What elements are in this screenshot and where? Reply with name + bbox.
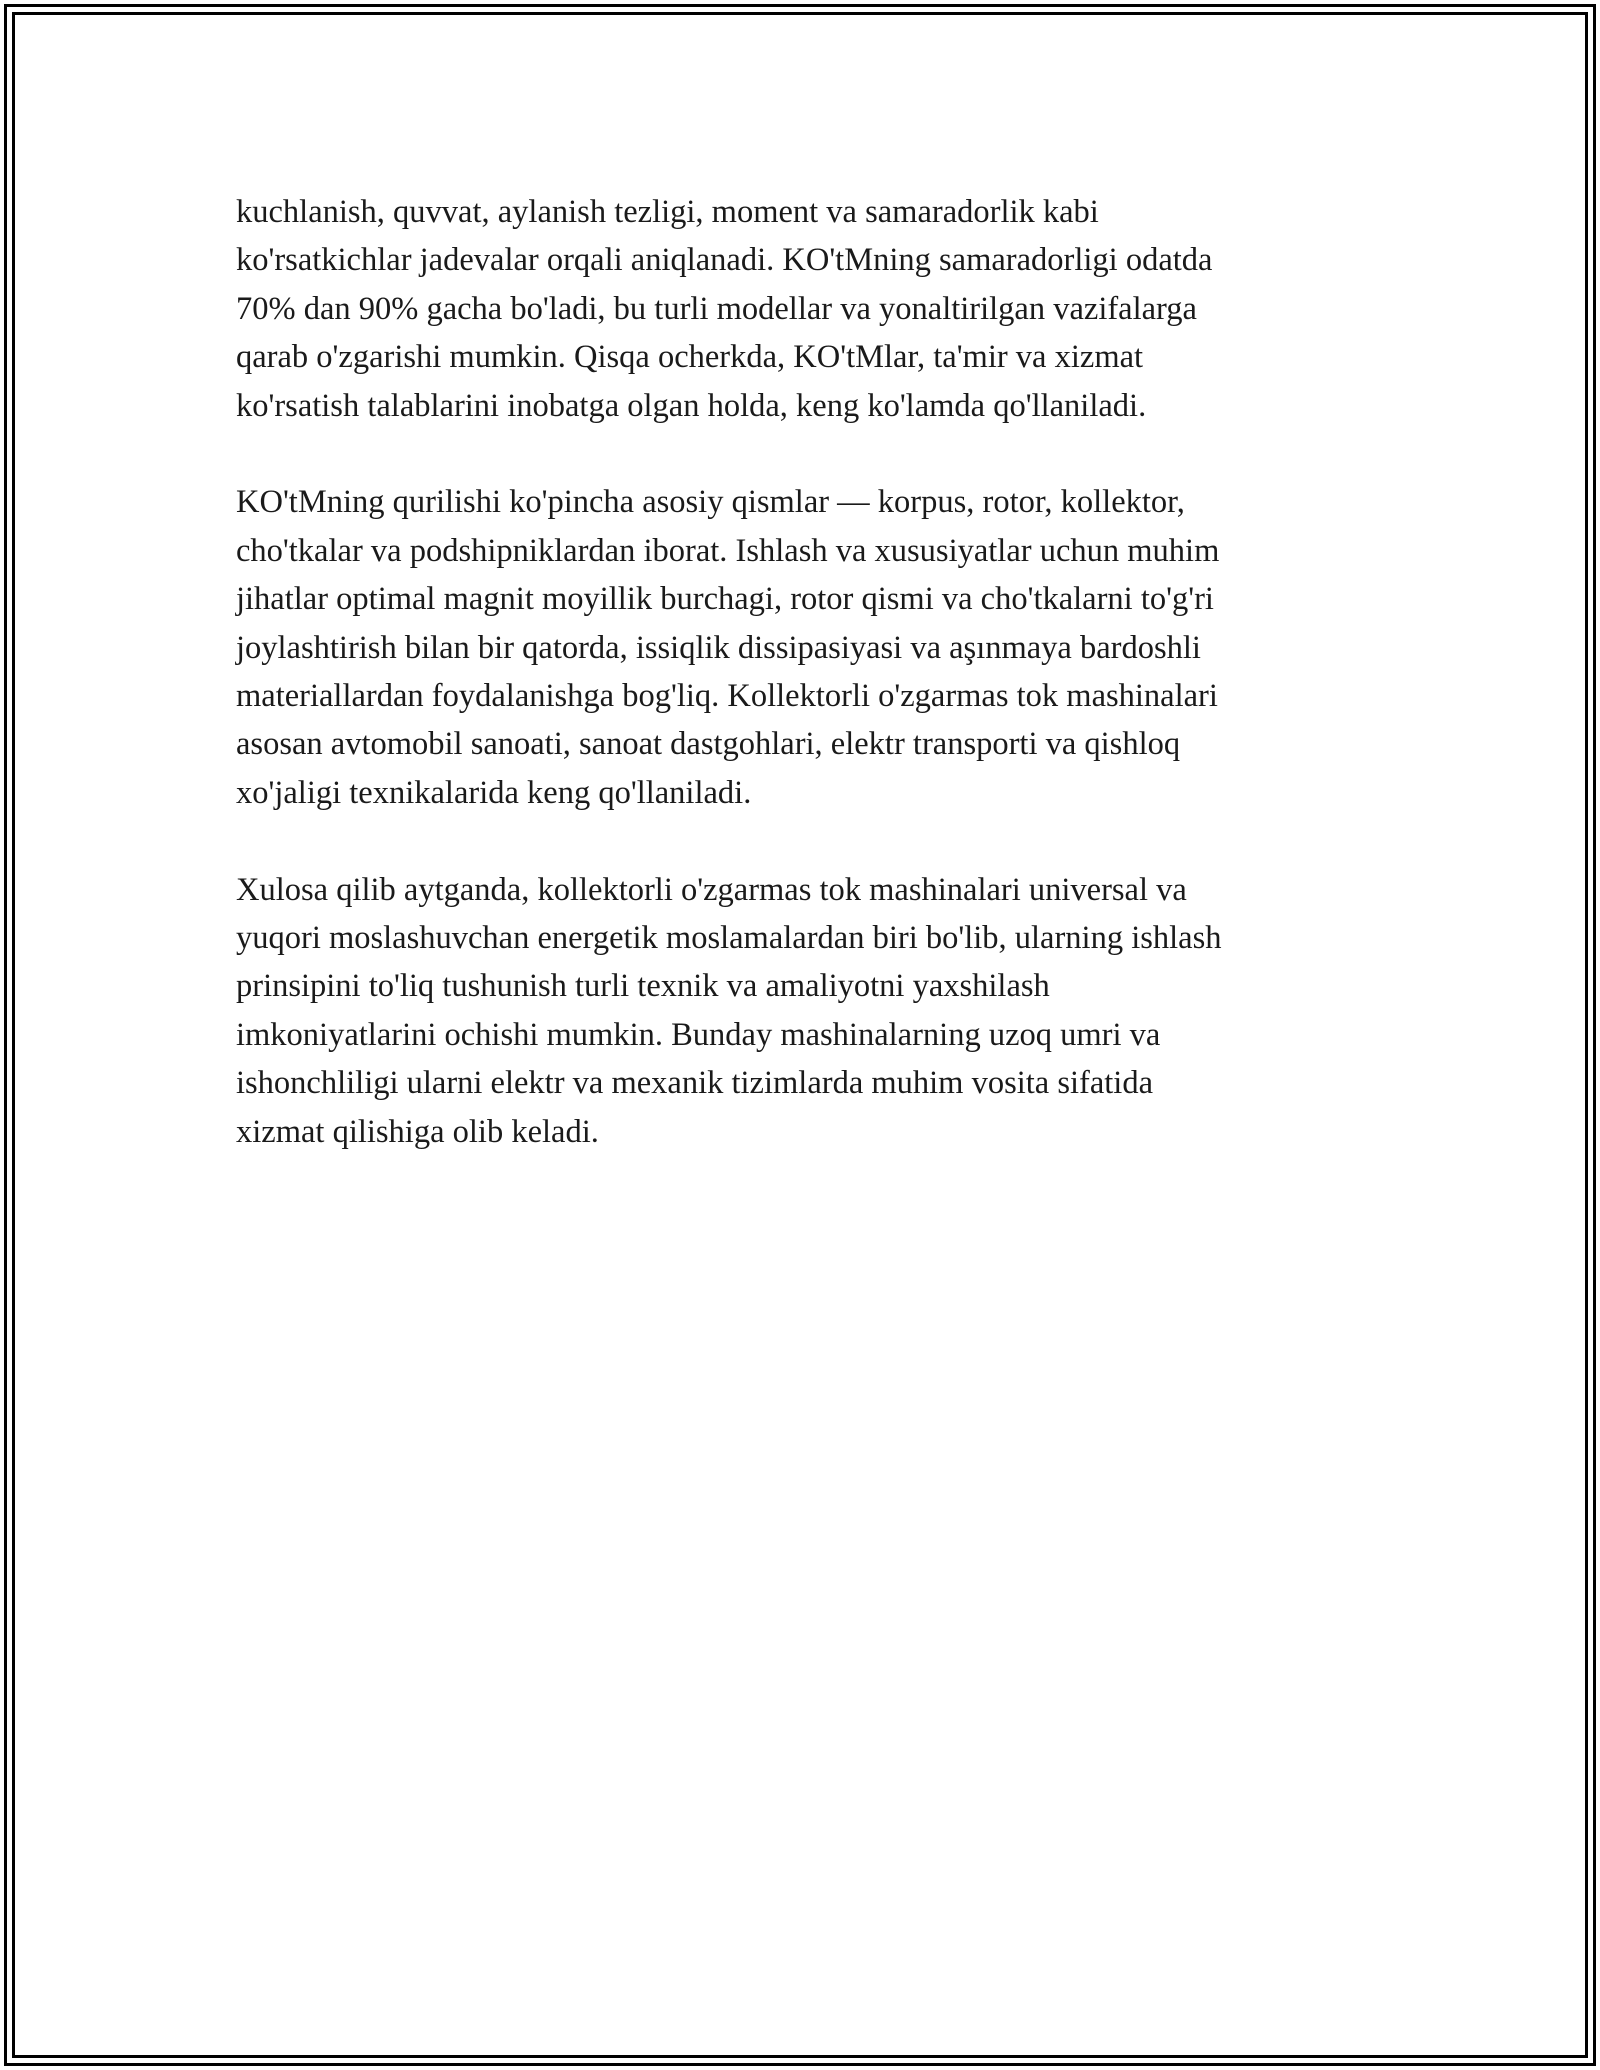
text-line: joylashtirish bilan bir qatorda, issiqlik dissipasiyasi va aşınmaya bardoshli bbox=[236, 629, 1201, 666]
text-line: cho'tkalar va podshipniklardan iborat. Ishlash va xususiyatlar uchun muhim bbox=[236, 532, 1220, 569]
text-line: xo'jaligi texnikalarida keng qo'llaniladi. bbox=[236, 774, 752, 811]
text-line: materiallardan foydalanishga bog'liq. Kollektorli o'zgarmas tok mashinalari bbox=[236, 678, 1218, 715]
paragraph-1 bbox=[236, 188, 1356, 430]
text-line: asosan avtomobil sanoati, sanoat dastgohlari, elektr transporti va qishloq bbox=[236, 726, 1181, 763]
text-line: kuchlanish, quvvat, aylanish tezligi, moment va samaradorlik kabi bbox=[236, 194, 1099, 230]
text-line: prinsipini to'liq tushunish turli texnik va amaliyotni yaxshilash bbox=[236, 968, 1050, 1005]
paragraph-2 bbox=[236, 478, 1356, 817]
text-line: xizmat qilishiga olib keladi. bbox=[236, 1113, 599, 1150]
text-line: KO'tMning qurilishi ko'pincha asosiy qismlar — korpus, rotor, kollektor, bbox=[236, 484, 1185, 521]
text-line: ko'rsatkichlar jadevalar orqali aniqlanadi. KO'tMning samaradorligi odatda bbox=[236, 242, 1213, 279]
text-line: ko'rsatish talablarini inobatga olgan holda, keng ko'lamda qo'llaniladi. bbox=[236, 387, 1147, 424]
text-line: jihatlar optimal magnit moyillik burchagi, rotor qismi va cho'tkalarni to'g'ri bbox=[236, 581, 1214, 618]
paragraph-3 bbox=[236, 866, 1356, 1156]
text-line: 70% dan 90% gacha bo'ladi, bu turli modellar va yonaltirilgan vazifalarga bbox=[236, 290, 1197, 327]
text-line: yuqori moslashuvchan energetik moslamalardan biri bo'lib, ularning ishlash bbox=[236, 920, 1222, 957]
text-line: imkoniyatlarini ochishi mumkin. Bunday mashinalarning uzoq umri va bbox=[236, 1016, 1161, 1053]
text-line: Xulosa qilib aytganda, kollektorli o'zgarmas tok mashinalari universal va bbox=[236, 871, 1187, 908]
text-line: ishonchliligi ularni elektr va mexanik tizimlarda muhim vosita sifatida bbox=[236, 1065, 1153, 1102]
text-line: qarab o'zgarishi mumkin. Qisqa ocherkda, KO'tMlar, ta'mir va xizmat bbox=[236, 339, 1144, 376]
document-body bbox=[236, 188, 1356, 1204]
